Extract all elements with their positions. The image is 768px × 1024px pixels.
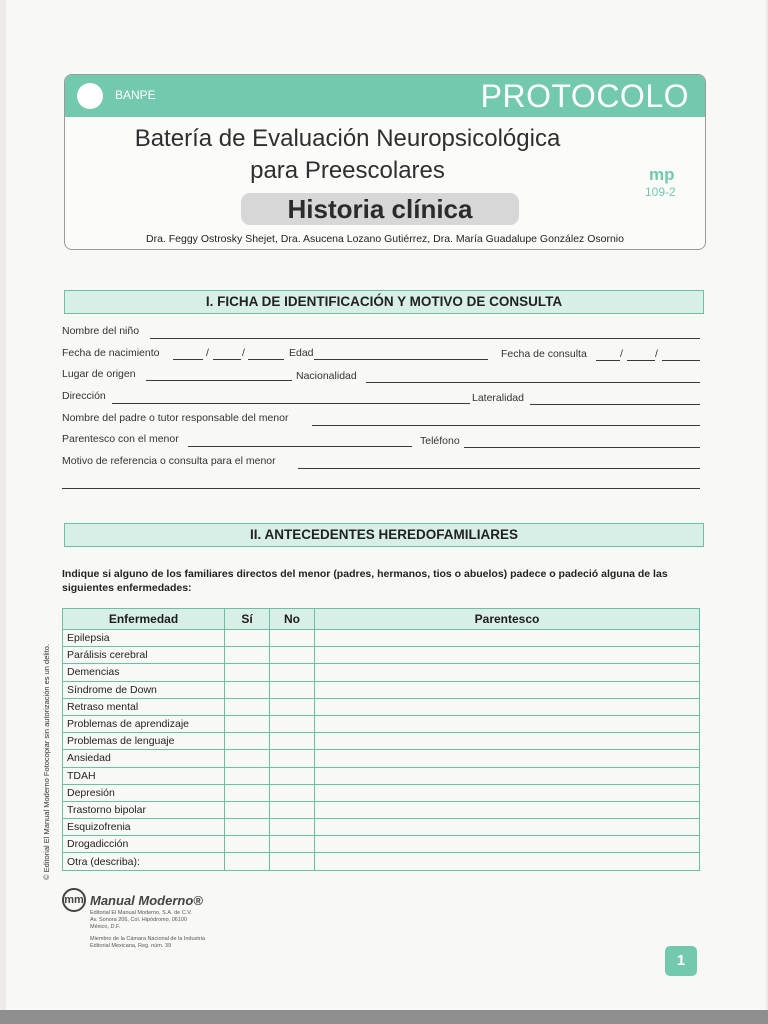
table-row — [63, 733, 700, 750]
no-cell[interactable] — [270, 819, 315, 836]
publisher-address-line: Editorial El Manual Moderno, S.A. de C.V. — [90, 910, 192, 916]
disease-name: Problemas de lenguaje — [63, 733, 225, 750]
form-code: 109-2 — [645, 185, 676, 199]
table-header-row — [63, 609, 700, 630]
parentesco-cell[interactable] — [315, 664, 700, 681]
column-header-si: Sí — [225, 609, 270, 630]
parentesco-cell[interactable] — [315, 750, 700, 767]
no-cell[interactable] — [270, 647, 315, 664]
no-cell[interactable] — [270, 767, 315, 784]
si-cell[interactable] — [225, 784, 270, 801]
no-cell[interactable] — [270, 681, 315, 698]
brand-name: BANPE — [115, 88, 156, 102]
table-row — [63, 750, 700, 767]
parentesco-cell[interactable] — [315, 853, 700, 870]
field-nacionalidad[interactable] — [366, 382, 700, 383]
publisher-membership-line: Editorial Mexicana, Reg. núm. 39 — [90, 943, 172, 949]
parentesco-cell[interactable] — [315, 647, 700, 664]
disease-name: Depresión — [63, 784, 225, 801]
field-consulta-dia[interactable] — [596, 360, 620, 361]
publisher-address-line: México, D.F. — [90, 924, 121, 930]
table-row — [63, 698, 700, 715]
protocol-header — [64, 74, 706, 250]
field-nacimiento-dia[interactable] — [173, 359, 203, 360]
table-row — [63, 647, 700, 664]
label-fecha-nacimiento: Fecha de nacimiento — [62, 347, 160, 359]
field-parentesco[interactable] — [188, 446, 412, 447]
si-cell[interactable] — [225, 630, 270, 647]
label-parentesco: Parentesco con el menor — [62, 433, 179, 445]
field-direccion[interactable] — [112, 403, 470, 404]
si-cell[interactable] — [225, 853, 270, 870]
disease-name: Ansiedad — [63, 750, 225, 767]
disease-name: Problemas de aprendizaje — [63, 715, 225, 732]
parentesco-cell[interactable] — [315, 715, 700, 732]
field-nombre-nino[interactable] — [150, 338, 700, 339]
label-telefono: Teléfono — [420, 435, 460, 447]
si-cell[interactable] — [225, 801, 270, 818]
disease-name: Síndrome de Down — [63, 681, 225, 698]
label-fecha-consulta: Fecha de consulta — [501, 348, 587, 360]
publisher-logo-icon: mp — [649, 165, 675, 184]
date-slash: / — [206, 347, 209, 359]
publisher-address-line: Av. Sonora 206, Col. Hipódromo, 06100 — [90, 917, 188, 923]
table-row — [63, 784, 700, 801]
field-lateralidad[interactable] — [530, 404, 700, 405]
disease-name: Demencias — [63, 664, 225, 681]
label-lateralidad: Lateralidad — [472, 392, 524, 404]
label-lugar-origen: Lugar de origen — [62, 368, 136, 380]
no-cell[interactable] — [270, 836, 315, 853]
label-edad: Edad — [289, 347, 314, 359]
no-cell[interactable] — [270, 733, 315, 750]
disease-name: TDAH — [63, 767, 225, 784]
disease-name: Trastorno bipolar — [63, 801, 225, 818]
field-consulta-mes[interactable] — [627, 360, 655, 361]
table-row — [63, 819, 700, 836]
section-2-title: II. ANTECEDENTES HEREDOFAMILIARES — [64, 523, 704, 547]
publisher-logo-icon: mm — [62, 888, 86, 912]
si-cell[interactable] — [225, 733, 270, 750]
family-history-table — [62, 608, 700, 871]
no-cell[interactable] — [270, 630, 315, 647]
si-cell[interactable] — [225, 698, 270, 715]
si-cell[interactable] — [225, 750, 270, 767]
no-cell[interactable] — [270, 853, 315, 870]
parentesco-cell[interactable] — [315, 681, 700, 698]
title-line-1: Batería de Evaluación Neuropsicológica — [134, 125, 561, 152]
table-row — [63, 767, 700, 784]
column-header-parentesco: Parentesco — [315, 609, 700, 630]
date-slash: / — [242, 347, 245, 359]
table-row — [63, 681, 700, 698]
si-cell[interactable] — [225, 767, 270, 784]
label-nombre-padre: Nombre del padre o tutor responsable del menor — [62, 412, 289, 424]
field-consulta-anio[interactable] — [662, 360, 700, 361]
si-cell[interactable] — [225, 819, 270, 836]
disease-name: Parálisis cerebral — [63, 647, 225, 664]
date-slash: / — [655, 348, 658, 360]
column-header-no: No — [270, 609, 315, 630]
protocol-label: PROTOCOLO — [480, 78, 689, 114]
label-nombre-nino: Nombre del niño — [62, 325, 140, 337]
table-row — [63, 664, 700, 681]
no-cell[interactable] — [270, 801, 315, 818]
table-row — [63, 853, 700, 870]
parentesco-cell[interactable] — [315, 630, 700, 647]
parentesco-cell[interactable] — [315, 698, 700, 715]
table-row — [63, 715, 700, 732]
disease-name: Esquizofrenia — [63, 819, 225, 836]
disease-name: Retraso mental — [63, 698, 225, 715]
copyright-notice: © Editorial El Manual Moderno Fotocopiar sin autorización es un delito. — [42, 643, 51, 880]
si-cell[interactable] — [225, 681, 270, 698]
disease-name: Epilepsia — [63, 630, 225, 647]
authors: Dra. Feggy Ostrosky Shejet, Dra. Asucena Lozano Gutiérrez, Dra. María Guadalupe González Osornio — [146, 233, 624, 245]
parentesco-cell[interactable] — [315, 801, 700, 818]
instructions: Indique si alguno de los familiares directos del menor (padres, hermanos, tios o abuelos) padece o padeció alguna de las siguientes enfermedades: — [62, 568, 668, 594]
date-slash: / — [620, 348, 623, 360]
section-1-title: I. FICHA DE IDENTIFICACIÓN Y MOTIVO DE CONSULTA — [64, 290, 704, 314]
field-nombre-padre[interactable] — [312, 425, 700, 426]
si-cell[interactable] — [225, 664, 270, 681]
field-motivo[interactable] — [298, 468, 700, 469]
no-cell[interactable] — [270, 750, 315, 767]
label-direccion: Dirección — [62, 390, 106, 402]
field-telefono[interactable] — [464, 447, 700, 448]
label-motivo: Motivo de referencia o consulta para el menor — [62, 455, 276, 467]
no-cell[interactable] — [270, 784, 315, 801]
column-header-enfermedad: Enfermedad — [63, 609, 225, 630]
table-row — [63, 630, 700, 647]
parentesco-cell[interactable] — [315, 836, 700, 853]
publisher-name: Manual Moderno® — [90, 893, 203, 908]
publisher-membership-line: Miembro de la Cámara Nacional de la Industria — [90, 936, 205, 942]
si-cell[interactable] — [225, 715, 270, 732]
field-edad[interactable] — [314, 359, 488, 360]
scan-edge — [0, 1010, 768, 1024]
parentesco-cell[interactable] — [315, 784, 700, 801]
label-nacionalidad: Nacionalidad — [296, 370, 357, 382]
field-motivo-line-2[interactable] — [62, 488, 700, 489]
table-row — [63, 836, 700, 853]
brand-circle-icon — [77, 83, 103, 109]
document-subtitle: Historia clínica — [241, 193, 519, 225]
parentesco-cell[interactable] — [315, 819, 700, 836]
disease-name: Otra (describa): — [63, 853, 225, 870]
si-cell[interactable] — [225, 647, 270, 664]
header-band — [65, 75, 705, 117]
field-nacimiento-anio[interactable] — [248, 359, 284, 360]
disease-name: Drogadicción — [63, 836, 225, 853]
parentesco-cell[interactable] — [315, 767, 700, 784]
no-cell[interactable] — [270, 664, 315, 681]
no-cell[interactable] — [270, 698, 315, 715]
table-row — [63, 801, 700, 818]
parentesco-cell[interactable] — [315, 733, 700, 750]
si-cell[interactable] — [225, 836, 270, 853]
no-cell[interactable] — [270, 715, 315, 732]
page-number: 1 — [665, 946, 697, 976]
title-line-2: para Preescolares — [250, 157, 445, 184]
field-lugar-origen[interactable] — [146, 380, 292, 381]
field-nacimiento-mes[interactable] — [213, 359, 241, 360]
